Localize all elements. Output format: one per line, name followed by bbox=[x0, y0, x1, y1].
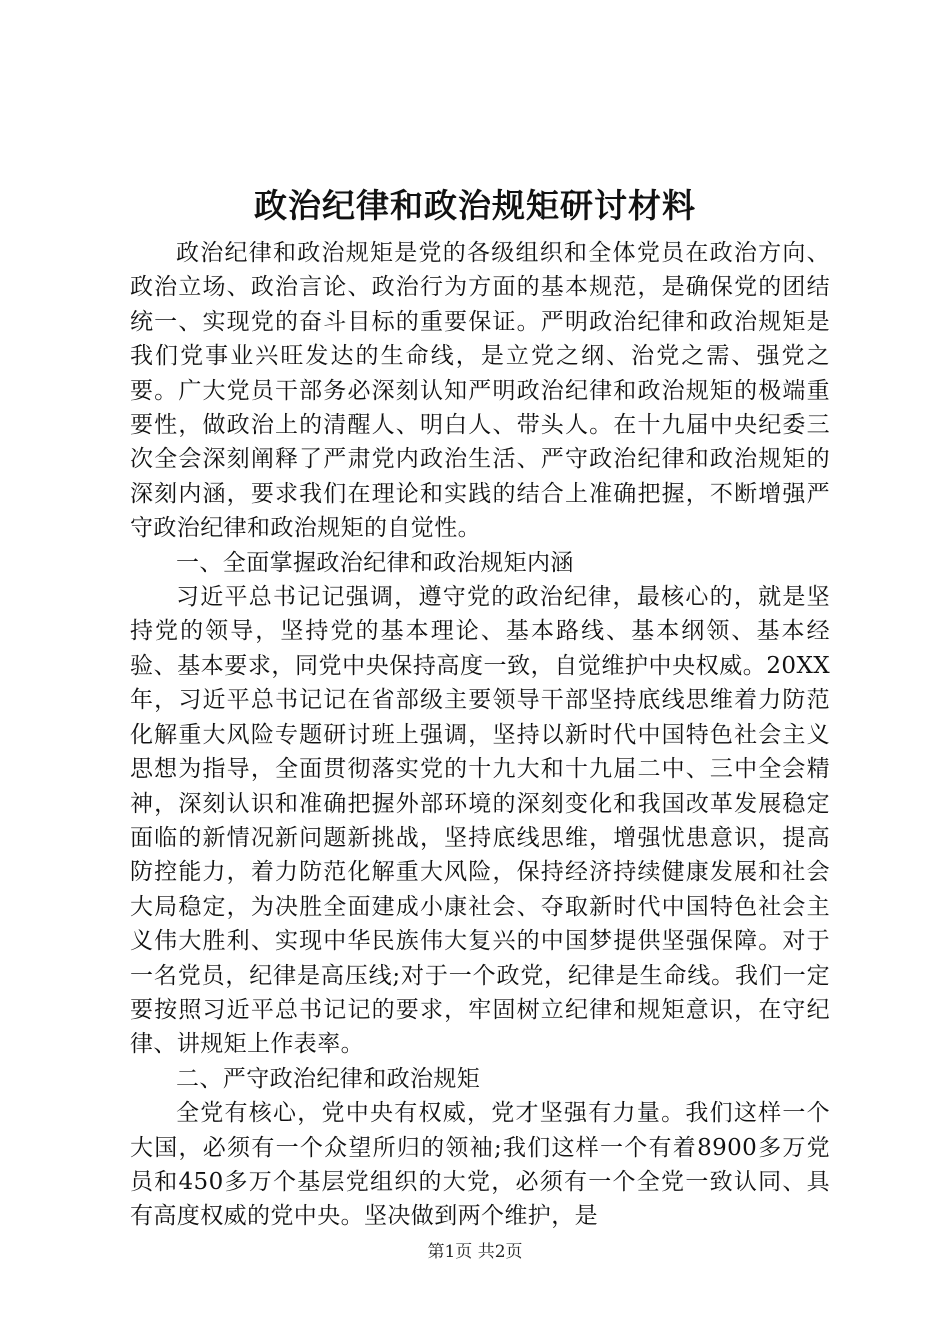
section-1-paragraph: 习近平总书记记强调，遵守党的政治纪律，最核心的，就是坚持党的领导，坚持党的基本理论、基本路线、基本纲领、基本经验、基本要求，同党中央保持高度一致，自觉维护中央权威。20XX年，习近平总书记记在省部级主要领导干部坚持底线思维着力防范化解重大风险专题研讨班上强调，坚持以新时代中国特色社会主义思想为指导，全面贯彻落实党的十九大和十九届二中、三中全会精神，深刻认识和准确把握外部环境的深刻变化和我国改革发展稳定面临的新情况新问题新挑战，坚持底线思维，增强忧患意识，提高防控能力，着力防范化解重大风险，保持经济持续健康发展和社会大局稳定，为决胜全面建成小康社会、夺取新时代中国特色社会主义伟大胜利、实现中华民族伟大复兴的中国梦提供坚强保障。对于一名党员，纪律是高压线;对于一个政党，纪律是生命线。我们一定要按照习近平总书记记的要求，牢固树立纪律和规矩意识，在守纪律、讲规矩上作表率。 bbox=[130, 584, 830, 1058]
intro-paragraph: 政治纪律和政治规矩是党的各级组织和全体党员在政治方向、政治立场、政治言论、政治行为方面的基本规范，是确保党的团结统一、实现党的奋斗目标的重要保证。严明政治纪律和政治规矩是我们党事业兴旺发达的生命线，是立党之纲、治党之需、强党之要。广大党员干部务必深刻认知严明政治纪律和政治规矩的极端重要性，做政治上的清醒人、明白人、带头人。在十九届中央纪委三次全会深刻阐释了严肃党内政治生活、严守政治纪律和政治规矩的深刻内涵，要求我们在理论和实践的结合上准确把握，不断增强严守政治纪律和政治规矩的自觉性。 bbox=[130, 240, 830, 542]
page-footer: 第1页 共2页 bbox=[427, 1242, 523, 1262]
section-heading-1: 一、全面掌握政治纪律和政治规矩内涵 bbox=[176, 549, 574, 576]
section-heading-2: 二、严守政治纪律和政治规矩 bbox=[176, 1065, 481, 1092]
section-2-paragraph: 全党有核心，党中央有权威，党才坚强有力量。我们这样一个大国，必须有一个众望所归的领袖;我们这样一个有着8900多万党员和450多万个基层党组织的大党，必须有一个全党一致认同、具有高度权威的党中央。坚决做到两个维护，是 bbox=[130, 1100, 830, 1230]
document-body bbox=[130, 236, 830, 1234]
document-title: 政治纪律和政治规矩研讨材料 bbox=[254, 186, 696, 225]
